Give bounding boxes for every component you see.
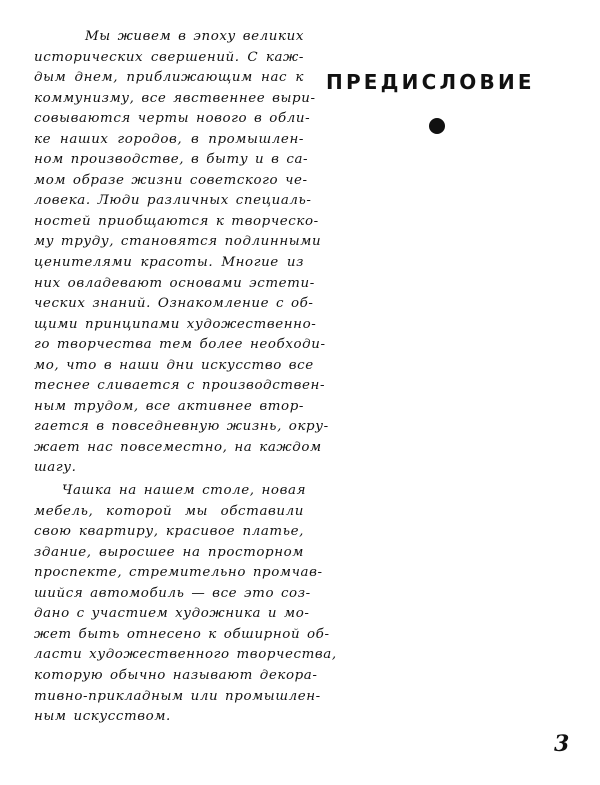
paragraph-1	[34, 27, 329, 479]
text-line: ласти художественного творчества,	[34, 647, 337, 663]
text-line: ке наших городов, в промышлен-	[34, 131, 304, 147]
text-line: Мы живем в эпоху великих	[84, 29, 304, 44]
text-line: Чашка на нашем столе, новая	[62, 483, 307, 499]
page-number: 3	[554, 731, 570, 757]
text-line: ловека. Люди различных специаль-	[34, 193, 312, 209]
text-line: щими принципами художественно-	[34, 316, 317, 332]
text-line: шийся автомобиль — все это соз-	[34, 585, 311, 601]
text-line: здание, выросшее на просторном	[34, 544, 304, 560]
text-line: исторических свершений. С каж-	[34, 49, 304, 65]
text-line: них овладевают основами эстети-	[34, 275, 315, 291]
text-line: ном производстве, в быту и в са-	[34, 152, 309, 168]
text-line: шагу.	[34, 460, 77, 476]
text-line: свою квартиру, красивое платье,	[34, 524, 304, 540]
text-line: мебель, которой мы обставили	[34, 503, 304, 519]
text-line: дым днем, приближающим нас к	[34, 70, 304, 86]
preface-body	[34, 27, 337, 728]
text-line: му труду, становятся подлинными	[34, 234, 322, 250]
text-line: ческих знаний. Ознакомление с об-	[34, 296, 314, 312]
paragraph-2	[34, 481, 337, 728]
text-line: ностей приобщаются к творческо-	[34, 213, 319, 229]
text-line: го творчества тем более необходи-	[34, 337, 326, 353]
text-line: коммунизму, все явственнее выри-	[34, 90, 316, 106]
text-line: проспекте, стремительно промчав-	[34, 565, 323, 581]
text-line: ным трудом, все активнее втор-	[34, 398, 304, 414]
text-line: совываются черты нового в обли-	[34, 111, 311, 127]
text-line: ным искусством.	[34, 709, 171, 725]
text-line: мом образе жизни советского че-	[34, 172, 308, 188]
text-line: жает нас повсеместно, на каждом	[34, 439, 322, 455]
text-line: теснее сливается с производствен-	[34, 378, 326, 394]
text-line: мо, что в наши дни искусство все	[34, 357, 314, 373]
text-line: которую обычно называют декора-	[34, 667, 318, 683]
page-title: ПРЕДИСЛОВИЕ	[326, 70, 535, 94]
text-line: жет быть отнесено к обширной об-	[34, 626, 330, 642]
text-line: гается в повседневную жизнь, окру-	[34, 419, 329, 435]
text-line: ценителями красоты. Многие из	[34, 255, 304, 271]
text-line: тивно-прикладным или промышлен-	[34, 688, 321, 704]
bullet-dot-icon	[429, 118, 445, 134]
text-line: дано с участием художника и мо-	[34, 606, 310, 622]
